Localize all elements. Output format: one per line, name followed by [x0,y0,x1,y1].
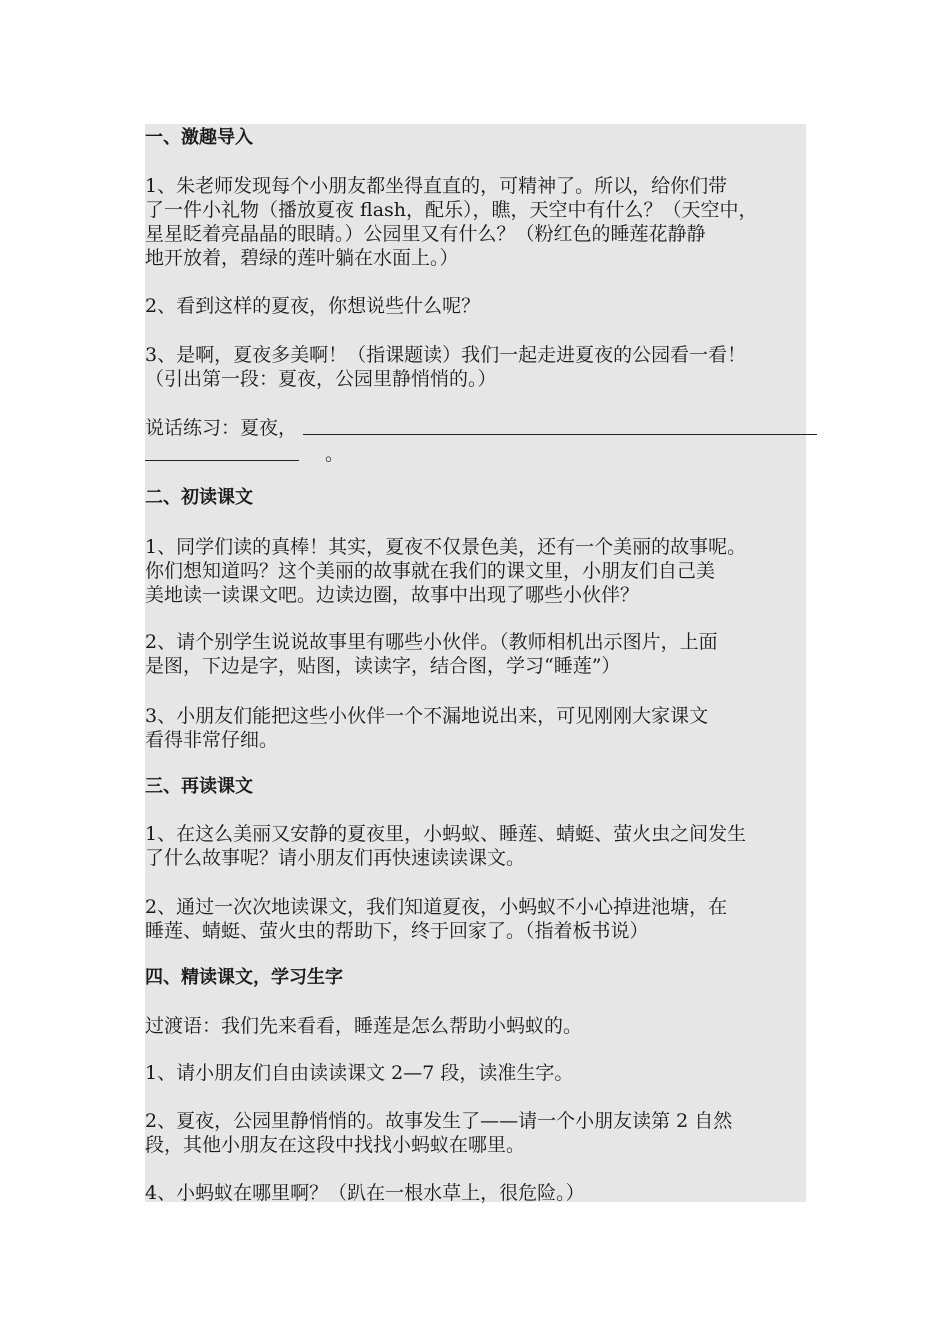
paragraph: 2、通过一次次地读课文，我们知道夏夜，小蚂蚁不小心掉进池塘，在 睡莲、蜻蜓、萤火虫的帮助下，终于回家了。（指着板书说） [145,896,728,942]
document-body [145,124,806,1202]
section-heading-1: 一、激趣导入 [145,127,253,148]
section-heading-2: 二、初读课文 [145,487,253,508]
paragraph: 2、夏夜，公园里静悄悄的。故事发生了——请一个小朋友读第 2 自然 段，其他小朋友在这段中找找小蚂蚁在哪里。 [145,1110,733,1156]
fill-blank-line [145,460,299,461]
paragraph: 2、看到这样的夏夜，你想说些什么呢？ [145,295,481,317]
paragraph: 4、小蚂蚁在哪里啊？（趴在一根水草上，很危险。） [145,1182,585,1204]
paragraph: 1、同学们读的真棒！其实，夏夜不仅景色美，还有一个美丽的故事呢。 你们想知道吗？这个美丽的故事就在我们的课文里，小朋友们自己美 美地读一读课文吧。边读边圈，故事中出现了哪些小伙伴？ [145,536,747,606]
paragraph: 过渡语：我们先来看看，睡莲是怎么帮助小蚂蚁的。 [145,1015,583,1037]
paragraph: 3、小朋友们能把这些小伙伴一个不漏地说出来，可见刚刚大家课文 看得非常仔细。 [145,705,709,751]
practice-label: 说话练习：夏夜， [145,417,298,439]
paragraph: 3、是啊，夏夜多美啊！（指课题读）我们一起走进夏夜的公园看一看！ （引出第一段：夏夜，公园里静悄悄的。） [145,344,747,390]
section-heading-4: 四、精读课文，学习生字 [145,967,343,988]
paragraph: 1、在这么美丽又安静的夏夜里，小蚂蚁、睡莲、蜻蜓、萤火虫之间发生 了什么故事呢？请小朋友们再快速读读课文。 [145,823,747,869]
paragraph: 1、请小朋友们自由读读课文 2—7 段，读准生字。 [145,1062,574,1084]
paragraph: 2、请个别学生说说故事里有哪些小伙伴。（教师相机出示图片，上面 是图，下边是字，贴图，读读字，结合图，学习“睡莲”） [145,631,718,677]
fill-blank-line [303,434,817,435]
section-heading-3: 三、再读课文 [145,776,253,797]
practice-end: 。 [325,443,345,465]
paragraph: 1、朱老师发现每个小朋友都坐得直直的，可精神了。所以，给你们带 了一件小礼物（播放夏夜 flash，配乐），瞧，天空中有什么？（天空中， 星星眨着亮晶晶的眼睛。）公园里又有什么？（粉红色的睡莲花静静 地开放着，碧绿的莲叶躺在水面上。） [145,175,758,269]
